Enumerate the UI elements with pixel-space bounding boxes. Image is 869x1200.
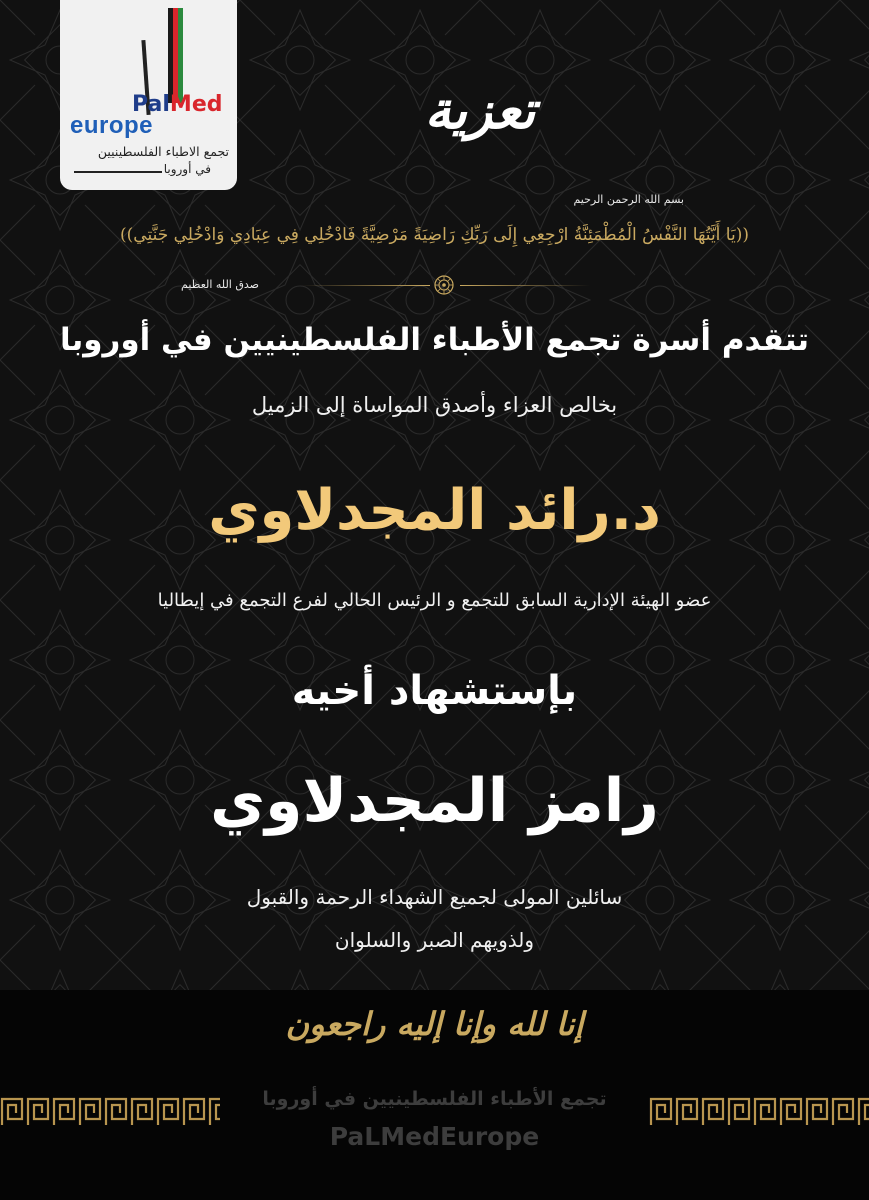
prayer-line-2: ولذويهم الصبر والسلوان — [334, 928, 535, 952]
rosette-icon — [433, 274, 455, 296]
prayer-line-1: سائلين المولى لجميع الشهداء الرحمة والقبول — [246, 885, 623, 909]
divider-line-left — [300, 285, 430, 286]
logo-med: Med — [169, 92, 223, 117]
family-statement: تتقدم أسرة تجمع الأطباء الفلسطينيين في أوروبا — [59, 322, 810, 358]
logo-europe-text: europe — [70, 112, 154, 139]
flag-stripe-green — [178, 8, 183, 103]
logo-pal: Pal — [132, 92, 170, 117]
sadaq-allah: صدق الله العظيم — [181, 278, 259, 291]
footer-org-arabic: تجمع الأطباء الفلسطينيين في أوروبا — [262, 1088, 607, 1110]
logo-underline — [74, 171, 162, 173]
footer-org-english: PaLMedEurope — [329, 1122, 540, 1151]
bismillah: بسم الله الرحمن الرحيم — [573, 193, 684, 206]
ornamental-divider — [300, 285, 590, 287]
taziya-title: تعزية — [424, 80, 536, 141]
divider-line-right — [460, 285, 590, 286]
quran-verse: ((يَا أَيَّتُهَا النَّفْسُ الْمُطْمَئِنَّةُ ارْجِعِي إِلَى رَبِّكِ رَاضِيَةً مَرْضِيَّةً فَادْخُلِي فِي عِبَادِي وَادْخُلِي جَنَّتِي)) — [120, 225, 749, 245]
logo-arabic-line2: في أوروبا — [163, 162, 211, 176]
doctor-name: د.رائد المجدلاوي — [208, 478, 661, 543]
martyr-name: رامز المجدلاوي — [210, 766, 659, 836]
istirja-calligraphy: إنا لله وإنا إليه راجعون — [285, 1005, 584, 1043]
condolence-statement: بخالص العزاء وأصدق المواساة إلى الزميل — [251, 393, 618, 417]
palmed-logo — [60, 0, 237, 190]
doctor-role: عضو الهيئة الإدارية السابق للتجمع و الرئيس الحالي لفرع التجمع في إيطاليا — [157, 590, 712, 611]
logo-arabic-line1: تجمع الاطباء الفلسطينيين — [97, 144, 229, 159]
martyrdom-heading: بإستشهاد أخيه — [291, 668, 578, 714]
